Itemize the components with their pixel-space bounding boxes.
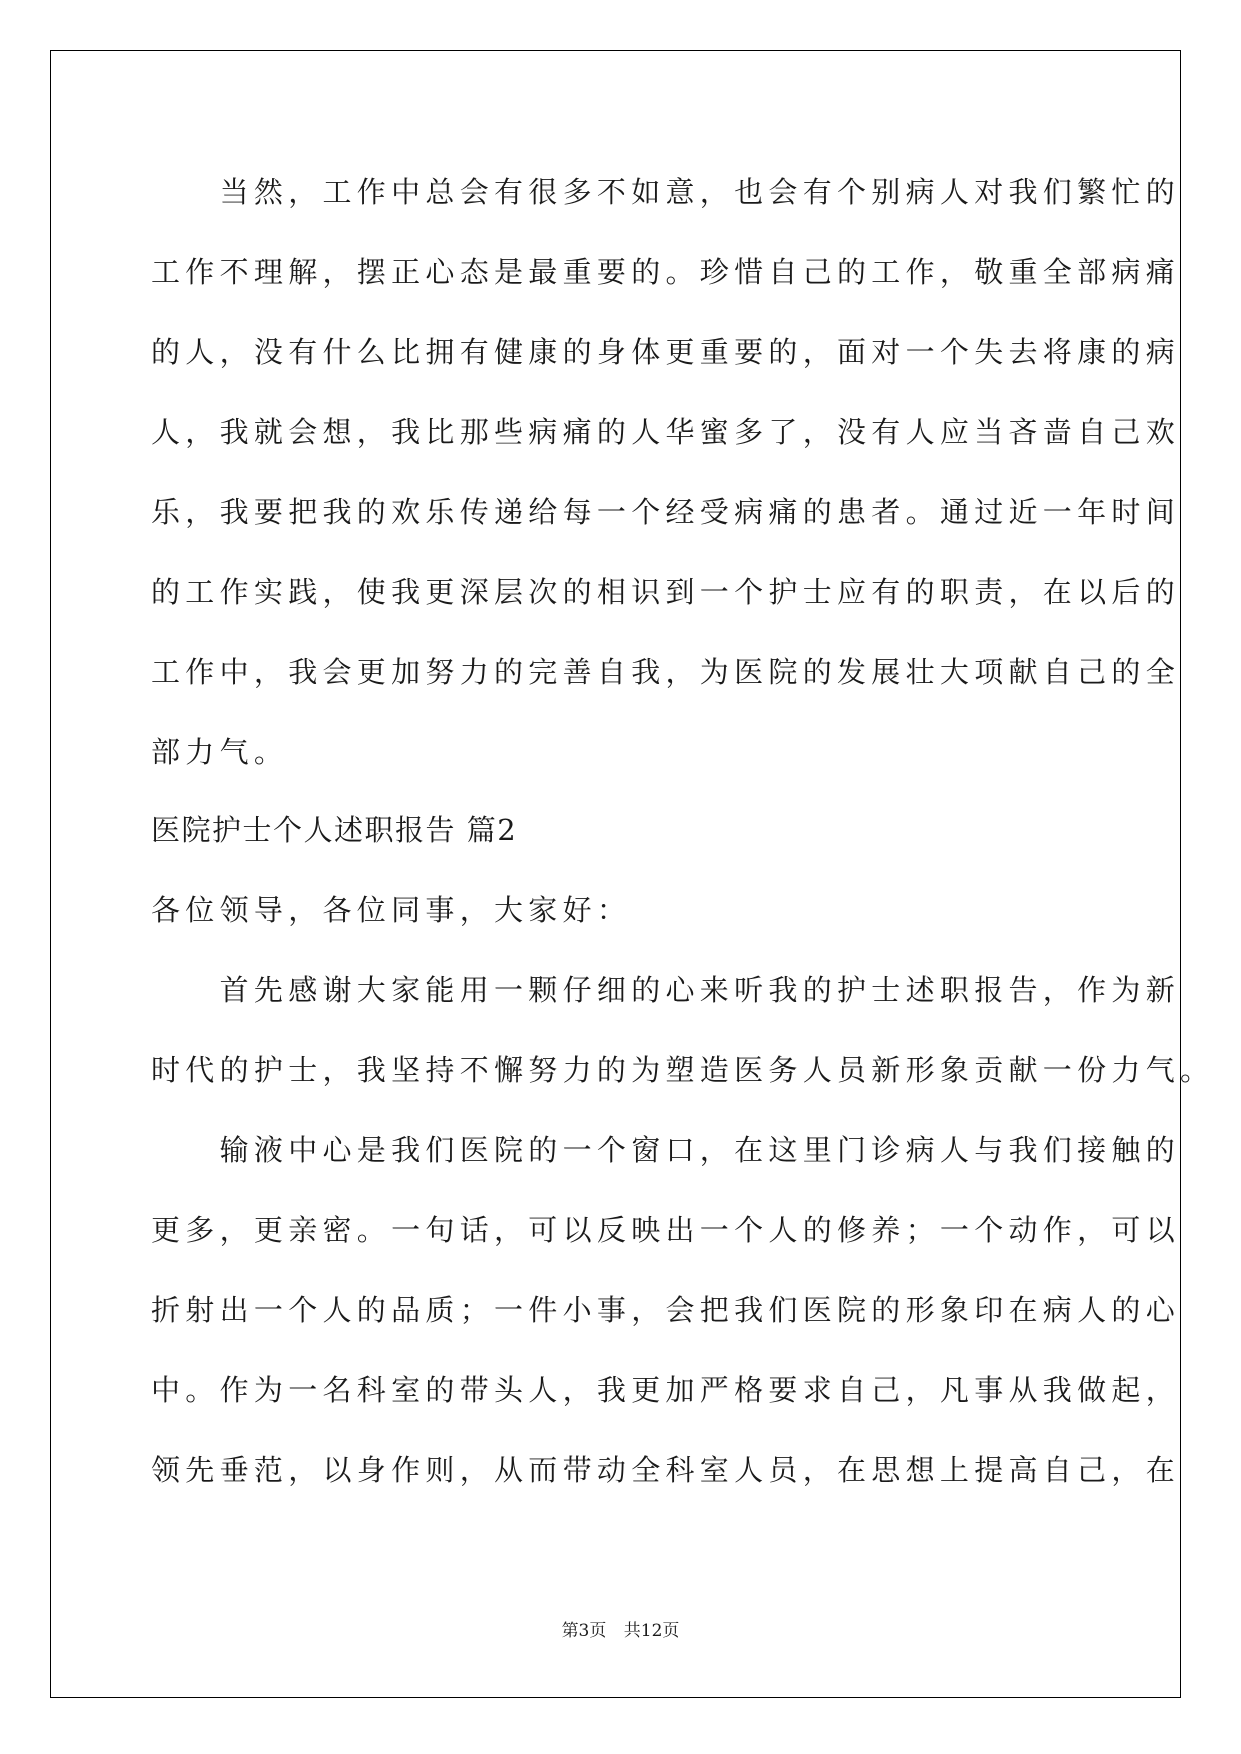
- paragraph-line: 乐，我要把我的欢乐传递给每一个经受病痛的患者。通过近一年时间: [151, 495, 1181, 529]
- page-footer: [0, 1620, 1241, 1642]
- paragraph-line: 工作不理解，摆正心态是最重要的。珍惜自己的工作，敬重全部病痛: [151, 255, 1181, 289]
- paragraph-line: 的工作实践，使我更深层次的相识到一个护士应有的职责，在以后的: [151, 575, 1181, 609]
- paragraph-line: 当然，工作中总会有很多不如意，也会有个别病人对我们繁忙的: [151, 175, 1181, 209]
- paragraph-line: 中。作为一名科室的带头人，我更加严格要求自己，凡事从我做起，: [151, 1373, 1181, 1407]
- paragraph-line: 工作中，我会更加努力的完善自我，为医院的发展壮大项献自己的全: [151, 655, 1181, 689]
- page-total: 共12页: [623, 1621, 680, 1641]
- page-number: 第3页: [561, 1621, 607, 1641]
- paragraph-line: 折射出一个人的品质；一件小事，会把我们医院的形象印在病人的心: [151, 1293, 1181, 1327]
- paragraph-line: 人，我就会想，我比那些病痛的人华蜜多了，没有人应当吝啬自己欢: [151, 415, 1181, 449]
- paragraph-line: 部力气。: [151, 735, 289, 769]
- paragraph-line: 更多，更亲密。一句话，可以反映出一个人的修养；一个动作，可以: [151, 1213, 1181, 1247]
- section-heading: 医院护士个人述职报告 篇2: [151, 813, 518, 847]
- salutation: 各位领导，各位同事，大家好：: [151, 893, 632, 927]
- paragraph-line: 领先垂范，以身作则，从而带动全科室人员，在思想上提高自己，在: [151, 1453, 1181, 1487]
- paragraph-line: 时代的护士，我坚持不懈努力的为塑造医务人员新形象贡献一份力气。: [151, 1053, 1215, 1087]
- paragraph-line: 输液中心是我们医院的一个窗口，在这里门诊病人与我们接触的: [151, 1133, 1181, 1167]
- paragraph-line: 的人，没有什么比拥有健康的身体更重要的，面对一个失去将康的病: [151, 335, 1181, 369]
- paragraph-line: 首先感谢大家能用一颗仔细的心来听我的护士述职报告，作为新: [151, 973, 1181, 1007]
